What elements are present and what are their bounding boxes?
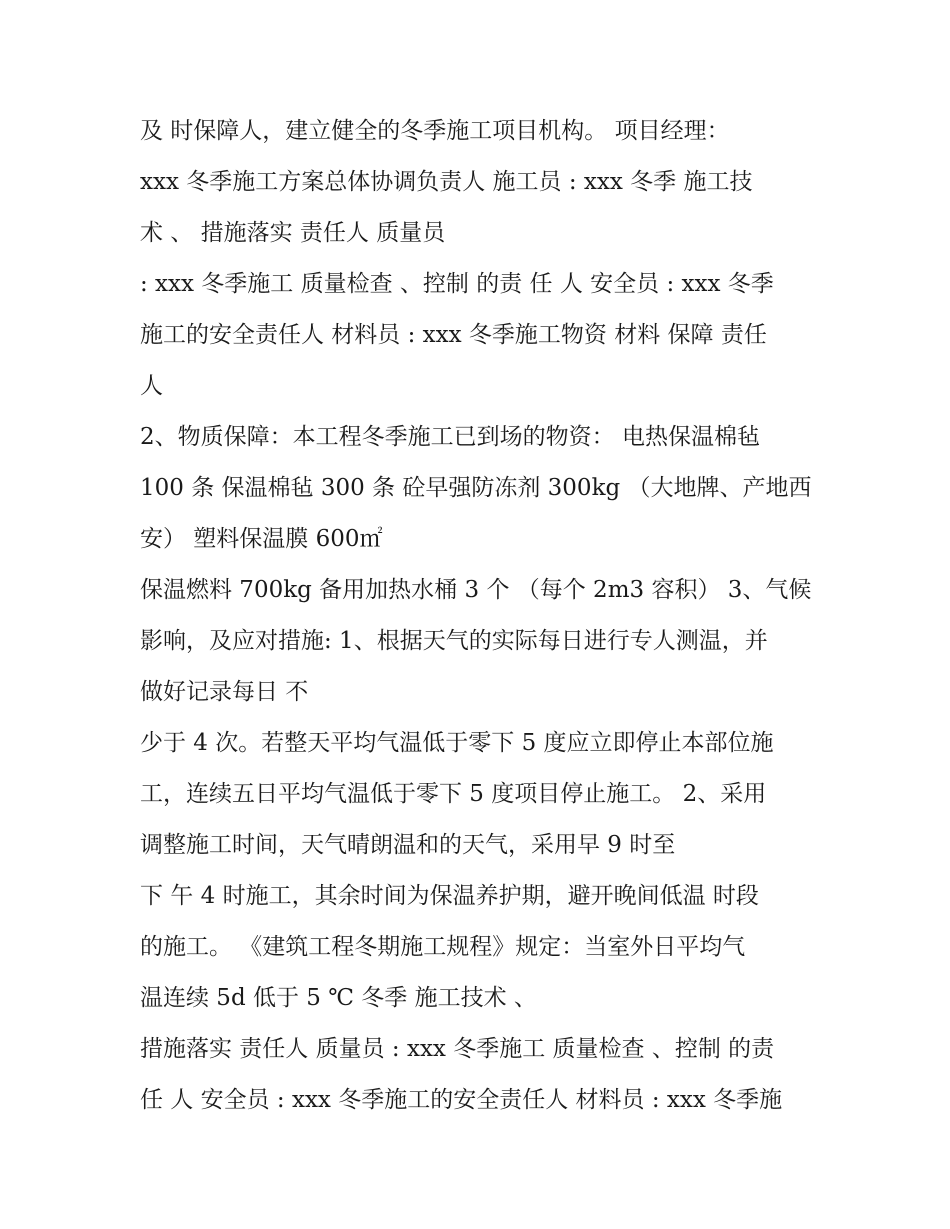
text-line: 措施落实 责任人 质量员 : xxx 冬季施工 质量检查 、控制 的责	[140, 1036, 775, 1062]
body-text	[140, 110, 820, 1130]
text-line: 调整施工时间，天气晴朗温和的天气，采用早 9 时至	[140, 832, 676, 858]
text-line: 施工的安全责任人 材料员 : xxx 冬季施工物资 材料 保障 责任	[140, 322, 767, 348]
text-line: 影响，及应对措施: 1、根据天气的实际每日进行专人测温，并	[140, 628, 768, 654]
text-line: 术 、 措施落实 责任人 质量员	[140, 220, 446, 246]
text-line: 安） 塑料保温膜 600㎡	[140, 526, 383, 552]
text-line: 2、物质保障：本工程冬季施工已到场的物资： 电热保温棉毡	[140, 424, 760, 450]
text-line: 及 时保障人，建立健全的冬季施工项目机构。 项目经理：	[140, 118, 730, 144]
text-line: 任 人 安全员 : xxx 冬季施工的安全责任人 材料员 : xxx 冬季施	[140, 1087, 783, 1113]
text-line: 工，连续五日平均气温低于零下 5 度项目停止施工。 2、采用	[140, 781, 767, 807]
text-line: : xxx 冬季施工 质量检查 、控制 的责 任 人 安全员 : xxx 冬季	[140, 271, 774, 297]
text-line: 做好记录每日 不	[140, 679, 309, 705]
text-line: 保温燃料 700kg 备用加热水桶 3 个 （每个 2m3 容积） 3、气候	[140, 577, 812, 603]
text-line: xxx 冬季施工方案总体协调负责人 施工员 : xxx 冬季 施工技	[140, 169, 753, 195]
text-line: 的施工。 《建筑工程冬期施工规程》规定：当室外日平均气	[140, 934, 746, 960]
text-line: 温连续 5d 低于 5 ℃ 冬季 施工技术 、	[140, 985, 537, 1011]
text-line: 少于 4 次。若整天平均气温低于零下 5 度应立即停止本部位施	[140, 730, 774, 756]
text-line: 100 条 保温棉毡 300 条 砼早强防冻剂 300kg （大地牌、产地西	[140, 475, 812, 501]
text-line: 下 午 4 时施工，其余时间为保温养护期，避开晚间低温 时段	[140, 883, 759, 909]
text-line: 人	[140, 373, 163, 399]
